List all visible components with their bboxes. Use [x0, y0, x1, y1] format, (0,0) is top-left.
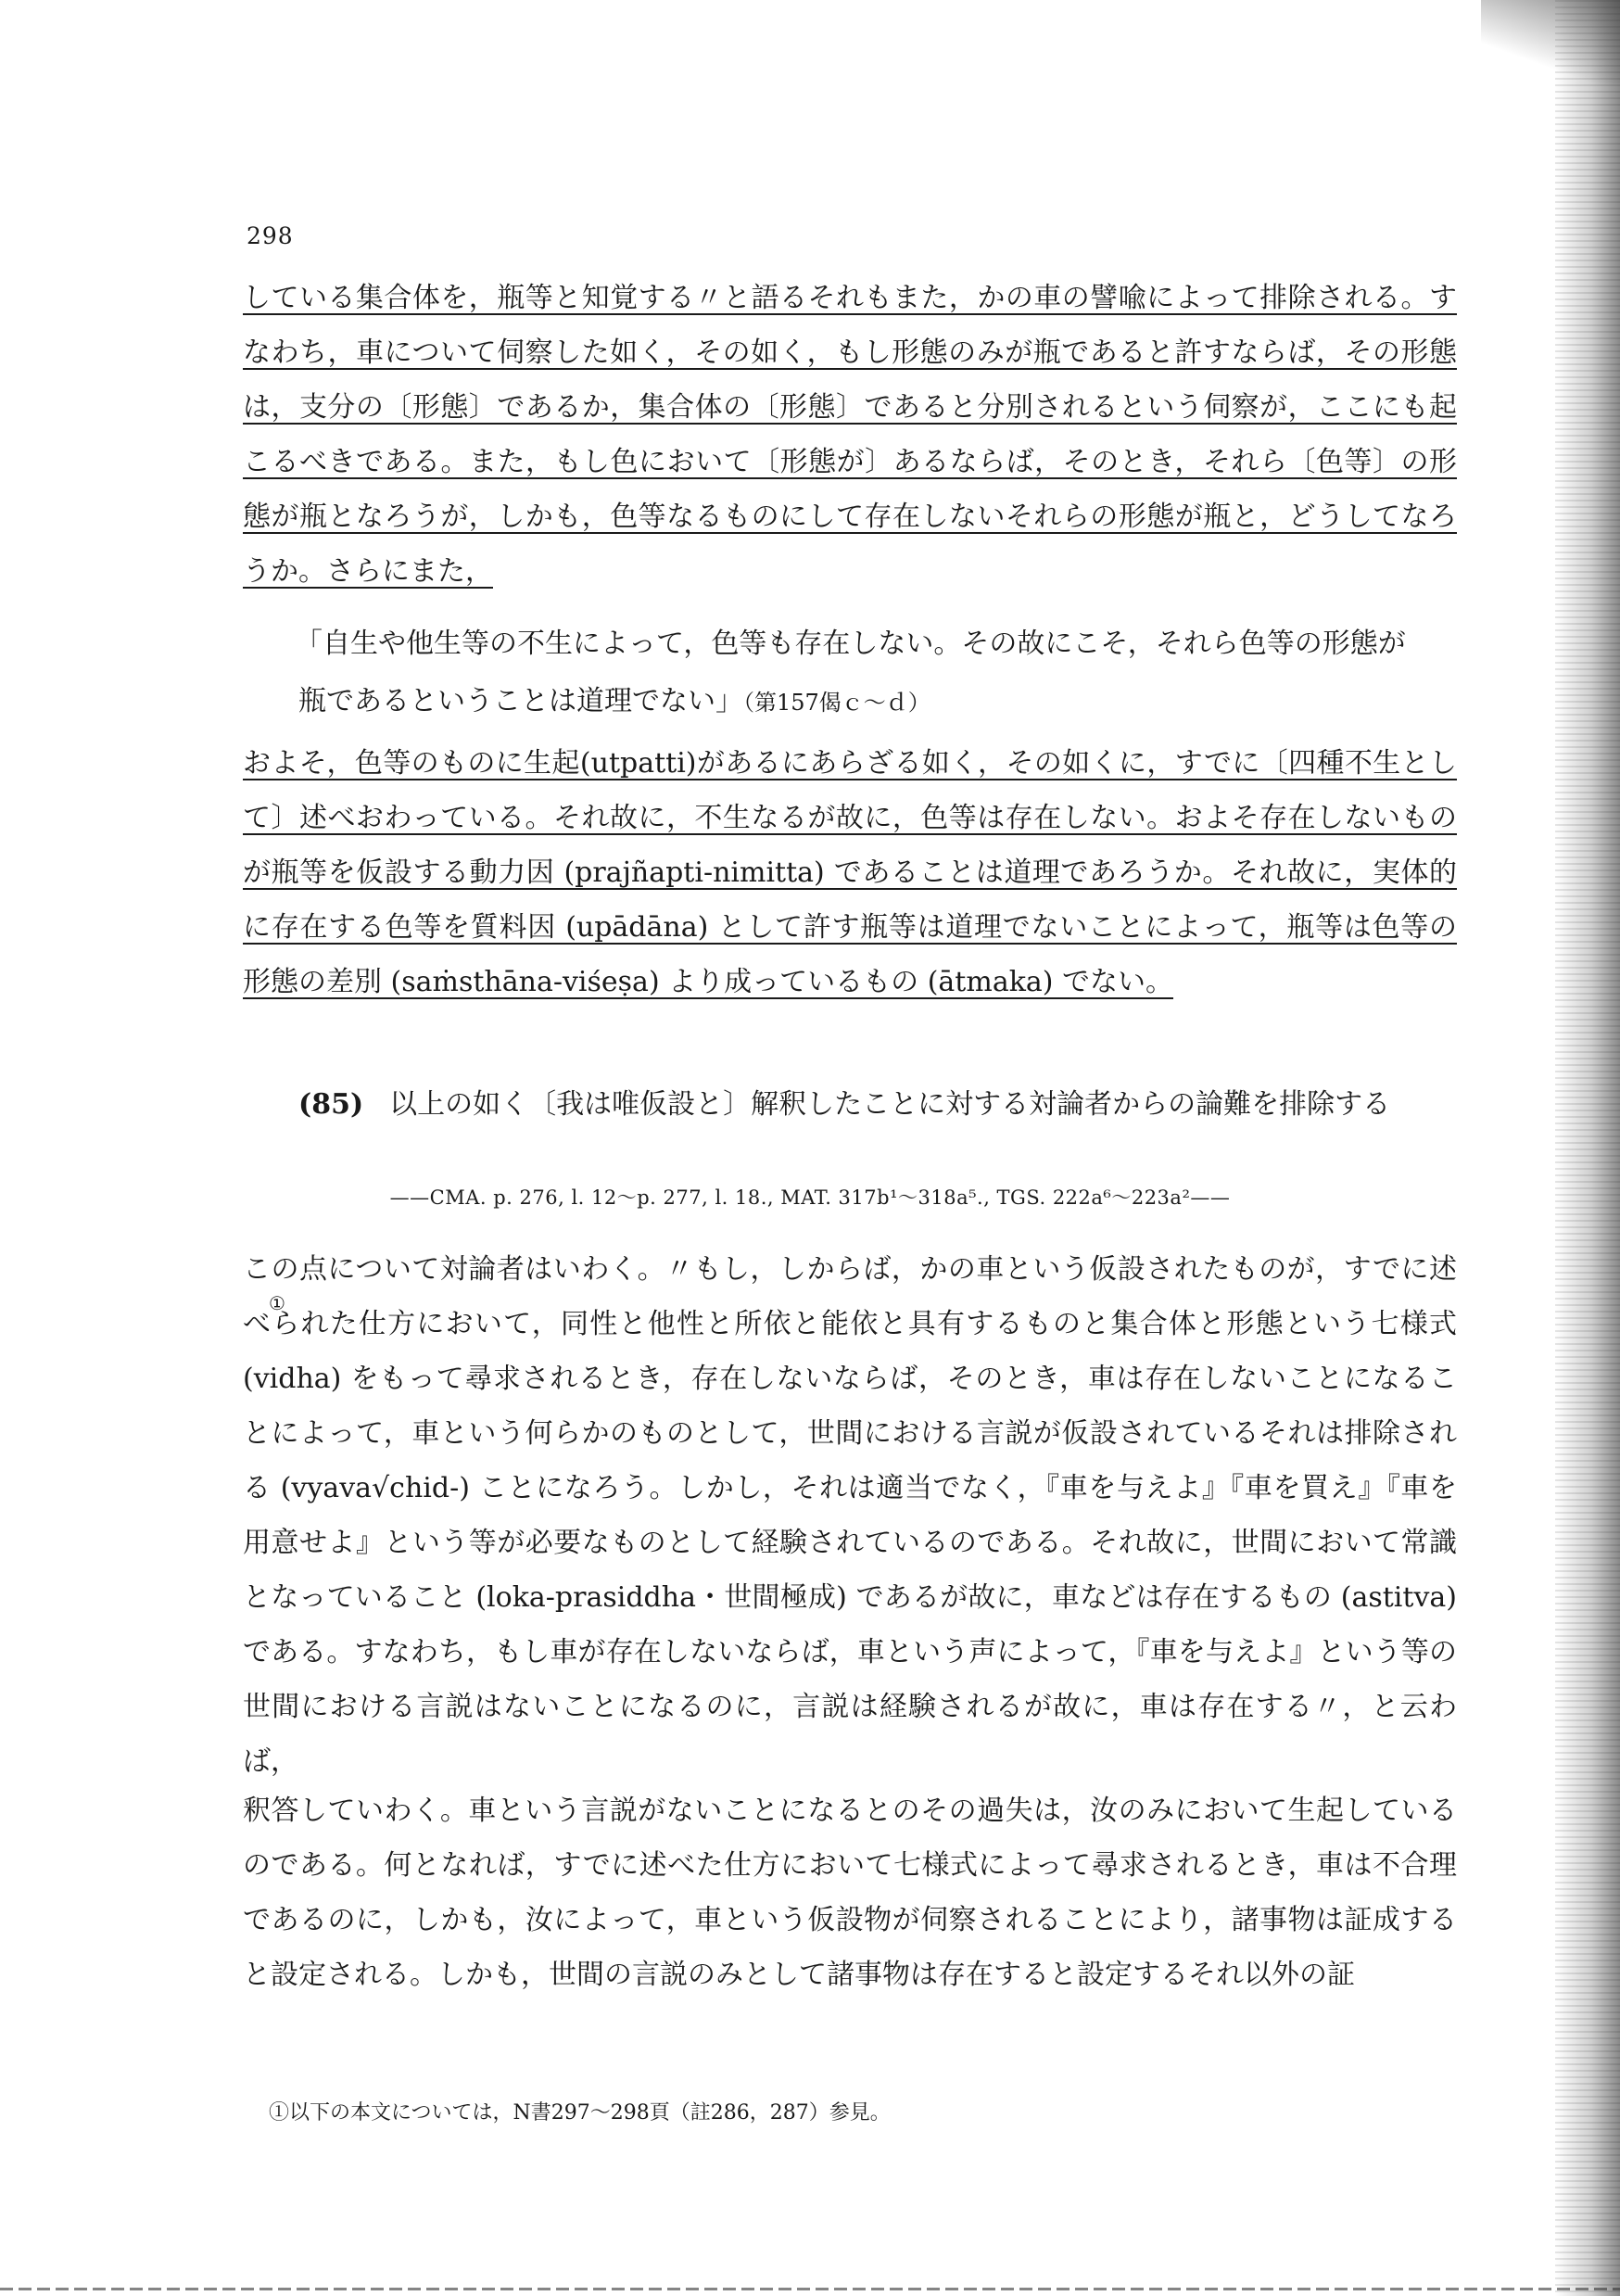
verse-line-2: [295, 673, 1462, 731]
paragraph-1: している集合体を，瓶等と知覚する〃と語るそれもまた，かの車の譬喩によって排除される。すなわち，車について伺察した如く，その如く，もし形態のみが瓶であると許すならば，その形態は，支分の〔形態〕であるか，集合体の〔形態〕であると分別されるという伺察が，ここにも起こるべきである。また，もし色において〔形態が〕あるならば，そのとき，それら〔色等〕の形態が瓶となろうが，しかも，色等なるものにして存在しないそれらの形態が瓶と，どうしてなろうか。さらにまた，: [243, 282, 1457, 588]
footnote-marker: ①: [269, 1292, 285, 1314]
section-title: 以上の如く〔我は唯仮設と〕解釈したことに対する対論者からの論難を排除する: [389, 1088, 1391, 1121]
section-reference: ——CMA. p. 276, l. 12～p. 277, l. 18., MAT. 317b¹～318a⁵., TGS. 222a⁶～223a²——: [389, 1186, 1231, 1209]
scan-bottom-rule: [0, 2288, 1620, 2290]
verse-reference: （第157偈ｃ～ｄ）: [743, 690, 930, 716]
verse-line-2-text: 瓶であるということは道理でない」: [298, 685, 743, 717]
page-number: 298: [247, 222, 294, 249]
section-number: (85): [298, 1088, 364, 1121]
paragraph-2: およそ，色等のものに生起(utpatti)があるにあらざる如く，その如くに，すでに〔四種不生として〕述べおわっている。それ故に，不生なるが故に，色等は存在しない。およそ存在しないものが瓶等を仮設する動力因 (prajñapti-nimitta) であることは道理であろうか。それ故に，実体的に存在する色等を質料因 (upādāna) として許す瓶等は道理でないことによって，瓶等は色等の形態の差別 (saṁsthāna-viśeṣa) より成っているもの (ātmaka) でない。: [243, 747, 1457, 998]
verse-line-1: 「自生や他生等の不生によって，色等も存在しない。その故にこそ，それら色等の形態が: [295, 628, 1406, 660]
scan-edge-shadow: [1555, 0, 1620, 2296]
scan-corner-shadow: [1481, 0, 1620, 83]
verse-quote: [295, 615, 1462, 731]
paragraph-4: 釈答していわく。車という言説がないことになるとのその過失は，汝のみにおいて生起しているのである。何となれば，すでに述べた仕方において七様式によって尋求されるとき，車は不合理であるのに，しかも，汝によって，車という仮設物が伺察されることにより，諸事物は証成すると設定される。しかも，世間の言説のみとして諸事物は存在すると設定するそれ以外の証: [243, 1795, 1457, 1991]
paragraph-3: この点について対論者はいわく。〃もし，しからば，かの車という仮設されたものが，すでに述べられた仕方において，同性と他性と所依と能依と具有するものと集合体と形態という七様式 (vidha) をもって尋求されるとき，存在しないならば，そのとき，車は存在しないことになることによって，車という何らかのものとして，世間における言説が仮設されているそれは排除される (vyava√chid-) ことになろう。しかし，それは適当でなく，『車を与えよ』『車を買え』『車を用意せよ』という等が必要なものとして経験されているのである。それ故に，世間において常識となっていること (loka-prasiddha・世間極成) であるが故に，車などは存在するもの (astitva) である。すなわち，もし車が存在しないならば，車という声によって，『車を与えよ』という等の世間における言説はないことになるのに，言説は経験されるが故に，車は存在する〃，と云わば，: [243, 1253, 1457, 1778]
section-heading: [298, 1081, 1503, 1122]
footnote: ①以下の本文については，N書297～298頁（註286，287）参見。: [269, 2101, 891, 2125]
